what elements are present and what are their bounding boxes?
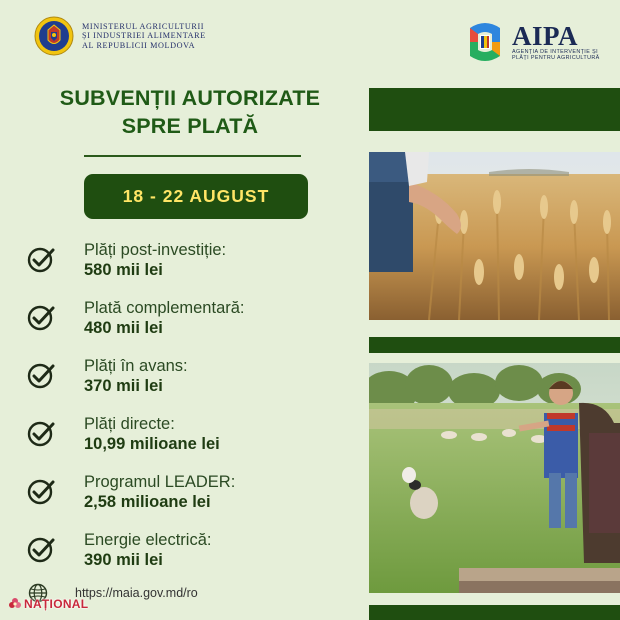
item-text (84, 356, 188, 396)
title-line-2: SPRE PLATĂ (121, 114, 259, 138)
item-label: Programul LEADER: (84, 473, 236, 491)
ministry-name (82, 22, 206, 51)
item-text (84, 240, 226, 280)
item-label: Plăți directe: (84, 415, 175, 433)
ministry-header (34, 16, 206, 56)
aipa-logo (462, 20, 600, 64)
item-text (84, 298, 245, 338)
list-item (26, 298, 245, 338)
list-item (26, 472, 235, 512)
check-circle-icon (26, 360, 56, 390)
website-link[interactable]: https://maia.gov.md/ro (75, 586, 198, 600)
check-circle-icon (26, 476, 56, 506)
date-range-badge: 18 - 22 AUGUST (84, 174, 308, 219)
green-band-bottom (369, 605, 620, 620)
ministry-line-1: MINISTERUL AGRICULTURII (82, 21, 205, 31)
item-label: Energie electrică: (84, 531, 212, 549)
item-label: Plăți în avans: (84, 357, 188, 375)
green-band-top (369, 88, 620, 131)
item-value: 370 mii lei (84, 377, 163, 395)
check-circle-icon (26, 418, 56, 448)
moldova-emblem-icon (34, 16, 74, 56)
title-divider (84, 155, 301, 157)
aipa-name: AIPA (512, 20, 578, 51)
green-band-middle (369, 337, 620, 353)
pasture-photo (369, 363, 620, 593)
check-circle-icon (26, 302, 56, 332)
ministry-line-2: ȘI INDUSTRIEI ALIMENTARE (82, 31, 206, 41)
aipa-subtitle-1: AGENȚIA DE INTERVENȚIE ȘI (512, 48, 598, 55)
national-watermark (8, 597, 88, 611)
aipa-logo-icon (462, 20, 508, 64)
item-label: Plăți post-investiție: (84, 241, 227, 259)
item-text (84, 472, 235, 512)
list-item (26, 530, 211, 570)
list-item (26, 356, 188, 396)
item-text (84, 414, 220, 454)
page-title (30, 84, 350, 140)
list-item (26, 240, 226, 280)
list-item (26, 414, 220, 454)
check-circle-icon (26, 244, 56, 274)
title-line-1: SUBVENȚII AUTORIZATE (59, 86, 321, 110)
ministry-line-3: AL REPUBLICII MOLDOVA (82, 40, 196, 50)
item-value: 480 mii lei (84, 319, 163, 337)
aipa-text-block (512, 20, 600, 62)
wheat-field-photo (369, 152, 620, 320)
item-label: Plată complementară: (84, 299, 245, 317)
item-value: 390 mii lei (84, 551, 163, 569)
item-value: 10,99 milioane lei (84, 435, 220, 453)
item-value: 580 mii lei (84, 261, 163, 279)
aipa-subtitle-2: PLĂȚI PENTRU AGRICULTURĂ (512, 55, 600, 61)
flower-icon (8, 597, 22, 611)
check-circle-icon (26, 534, 56, 564)
item-text (84, 530, 211, 570)
watermark-text: NAȚIONAL (24, 597, 89, 611)
item-value: 2,58 milioane lei (84, 493, 211, 511)
